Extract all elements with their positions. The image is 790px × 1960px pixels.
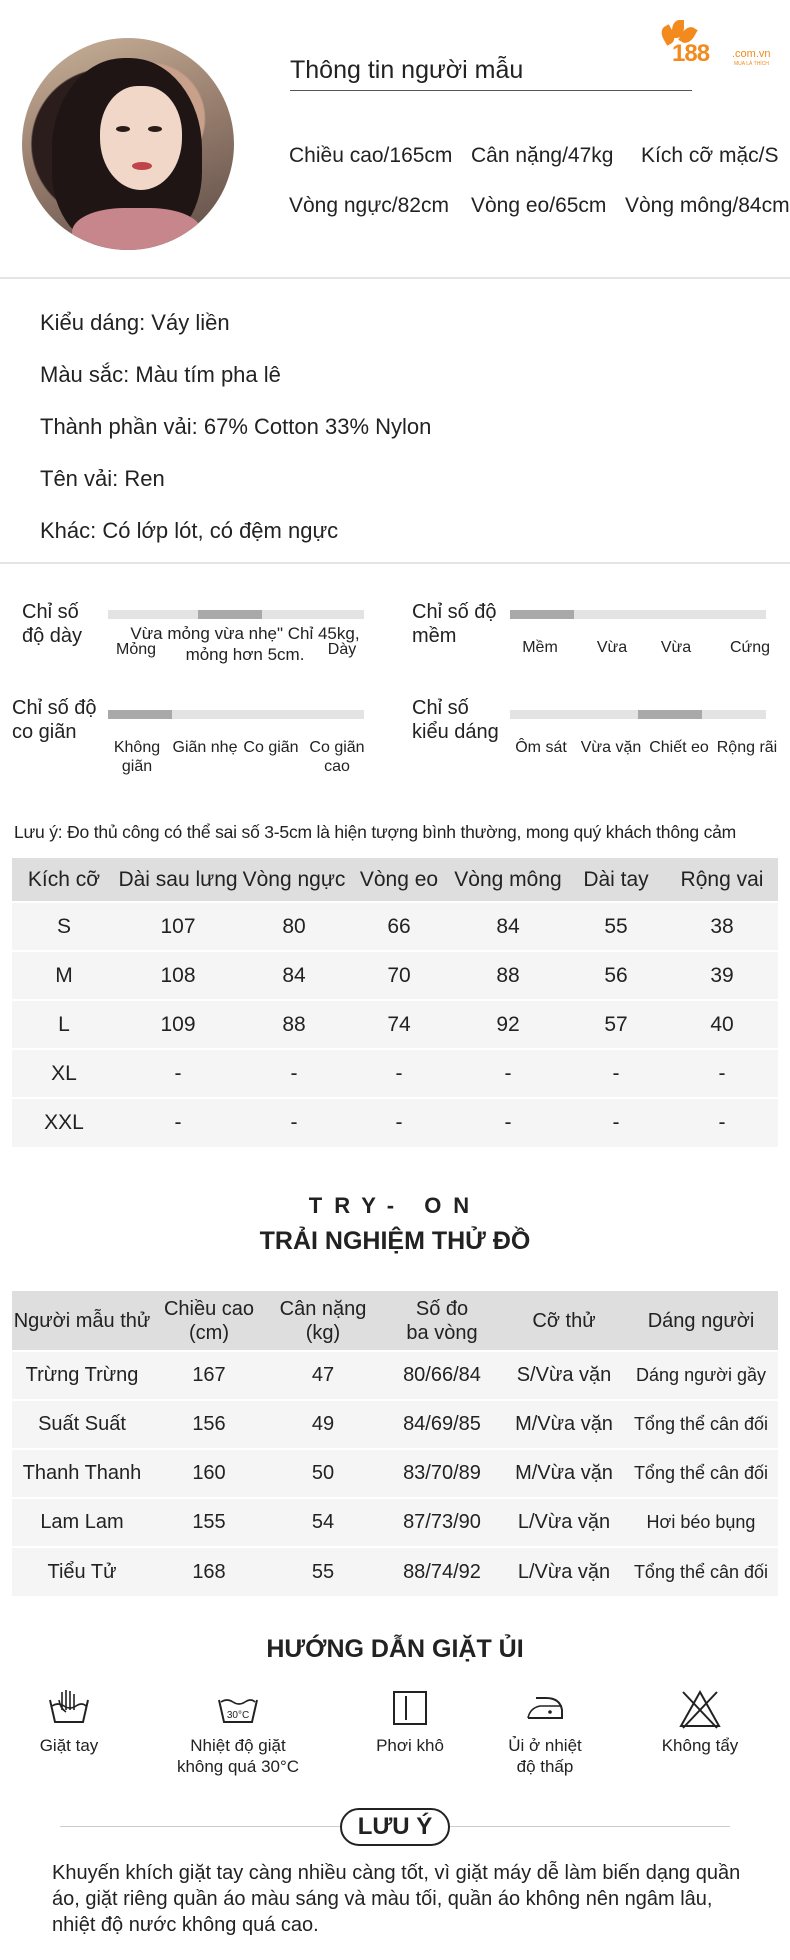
model-waist: Vòng eo/65cm [471,194,607,217]
table-cell: S/Vừa vặn [504,1351,624,1400]
column-header: Vòng eo [348,858,450,902]
stretch-label: Chỉ số độ co giãn [12,697,97,743]
table-row [12,1049,778,1098]
no-bleach-label: Không tẩy [661,1736,739,1755]
table-cell: Tổng thể cân đối [624,1449,778,1498]
table-cell: 84 [240,951,348,1000]
svg-text:30°C: 30°C [226,1710,250,1721]
stretch-tick: Giãn nhẹ [172,739,238,756]
notice-badge: LƯU Ý [340,1808,450,1846]
table-cell: M/Vừa vặn [504,1400,624,1449]
dry-flat-label: Phơi khô [376,1736,444,1755]
attr-style: Kiểu dáng: Váy liền [40,310,230,335]
model-hip: Vòng mông/84cm [625,194,790,217]
brand-slogan: MUA LÀ THÍCH [734,61,769,67]
no-bleach-icon [625,1688,775,1730]
table-cell: Trừng Trừng [12,1351,152,1400]
table-cell: M [12,951,116,1000]
table-cell: 50 [266,1449,380,1498]
table-cell: 38 [666,902,778,951]
section-divider [0,562,790,564]
column-header: Dài sau lưng [116,858,240,902]
table-row [12,1400,778,1449]
table-row [12,1000,778,1049]
softness-label: Chỉ số độ mềm [412,601,497,647]
softness-level [510,610,574,619]
table-cell: - [348,1049,450,1098]
fit-tick: Rộng rãi [716,739,778,756]
table-row [12,951,778,1000]
table-cell: - [348,1098,450,1147]
divider-line [60,1826,340,1827]
table-cell: 155 [152,1498,266,1547]
softness-tick: Mềm [522,639,558,656]
column-header: Người mẫu thử [12,1291,152,1351]
thickness-tick: Dày [327,641,357,658]
attr-other: Khác: Có lớp lót, có đệm ngực [40,518,339,543]
tryon-title: TRẢI NGHIỆM THỬ ĐỒ [259,1227,531,1255]
tryon-table-header [12,1291,778,1351]
dry-flat-icon [335,1688,485,1728]
table-cell: 84/69/85 [380,1400,504,1449]
brand-name: 188 [672,40,710,67]
model-weight: Cân nặng/47kg [471,144,614,167]
table-cell: Thanh Thanh [12,1449,152,1498]
column-header: Vòng ngực [240,858,348,902]
measurement-note: Lưu ý: Đo thủ công có thể sai số 3-5cm là hiện tượng bình thường, mong quý khách thông cảm [14,822,737,842]
model-size: Kích cỡ mặc/S [641,144,779,167]
table-cell: Lam Lam [12,1498,152,1547]
column-header: Kích cỡ [12,858,116,902]
title-underline [290,90,692,91]
table-cell: 39 [666,951,778,1000]
tryon-subtitle: TRY- ON [308,1193,482,1218]
model-height: Chiều cao/165cm [289,144,453,167]
column-header: Vòng mông [450,858,566,902]
table-cell: 80 [240,902,348,951]
stretch-tick: Co giãn cao [309,739,365,775]
table-cell: - [566,1098,666,1147]
attr-fabric-composition: Thành phần vải: 67% Cotton 33% Nylon [40,414,432,439]
table-cell: - [450,1098,566,1147]
table-cell: - [666,1049,778,1098]
table-cell: L/Vừa vặn [504,1547,624,1596]
attr-fabric-name: Tên vải: Ren [40,466,165,491]
fit-tick: Chiết eo [649,739,709,756]
table-cell: 47 [266,1351,380,1400]
column-header: Dáng người [624,1291,778,1351]
table-cell: 66 [348,902,450,951]
table-cell: 167 [152,1351,266,1400]
softness-tick: Vừa [660,639,692,656]
table-cell: 57 [566,1000,666,1049]
table-cell: 83/70/89 [380,1449,504,1498]
table-cell: 70 [348,951,450,1000]
table-cell: M/Vừa vặn [504,1449,624,1498]
table-cell: 88/74/92 [380,1547,504,1596]
table-cell: 80/66/84 [380,1351,504,1400]
table-cell: 87/73/90 [380,1498,504,1547]
wash-30-label: Nhiệt độ giặt không quá 30°C [176,1736,300,1776]
softness-tick: Vừa [596,639,628,656]
table-row [12,1498,778,1547]
table-cell: 54 [266,1498,380,1547]
table-cell: 156 [152,1400,266,1449]
table-row [12,1547,778,1596]
table-cell: Dáng người gầy [624,1351,778,1400]
hand-wash-label: Giặt tay [39,1736,99,1755]
table-cell: 49 [266,1400,380,1449]
table-cell: Suất Suất [12,1400,152,1449]
table-cell: 160 [152,1449,266,1498]
table-cell: 88 [240,1000,348,1049]
table-cell: 74 [348,1000,450,1049]
thickness-note: Vừa mỏng vừa nhẹ" Chỉ 45kg, mỏng hơn 5cm. [130,624,360,664]
table-row [12,1449,778,1498]
table-cell: 109 [116,1000,240,1049]
table-cell: L/Vừa vặn [504,1498,624,1547]
table-cell: Tổng thể cân đối [624,1547,778,1596]
fit-level [638,710,702,719]
table-cell: - [240,1049,348,1098]
hand-wash-icon [0,1688,144,1728]
fit-tick: Ôm sát [515,739,567,756]
thickness-tick: Mỏng [115,641,157,658]
column-header: Chiều cao (cm) [152,1291,266,1351]
stretch-tick: Không giãn [113,739,161,775]
table-cell: 88 [450,951,566,1000]
table-cell: - [116,1098,240,1147]
table-cell: 40 [666,1000,778,1049]
table-cell: 168 [152,1547,266,1596]
table-cell: 84 [450,902,566,951]
fit-label: Chỉ số kiểu dáng [412,697,499,743]
table-cell: - [240,1098,348,1147]
table-cell: 107 [116,902,240,951]
table-row [12,902,778,951]
column-header: Số đo ba vòng [380,1291,504,1351]
table-cell: 56 [566,951,666,1000]
model-info-title: Thông tin người mẫu [290,56,524,84]
washing-title: HƯỚNG DẪN GIẶT ỦI [266,1635,524,1663]
table-cell: Tiểu Tử [12,1547,152,1596]
size-table-header [12,858,778,902]
column-header: Dài tay [566,858,666,902]
table-cell: 92 [450,1000,566,1049]
table-cell: S [12,902,116,951]
model-info-section [0,0,790,278]
column-header: Cân nặng (kg) [266,1291,380,1351]
model-avatar [22,38,234,250]
model-bust: Vòng ngực/82cm [289,194,449,217]
column-header: Cỡ thử [504,1291,624,1351]
care-advice-text: Khuyến khích giặt tay càng nhiều càng tốt, vì giặt máy dễ làm biến dạng quần áo, giặt riêng quần áo màu sáng và màu tối, quần áo không nên ngâm lâu, nhiệt độ nước không quá cao. [52,1862,741,1936]
table-cell: Hơi béo bụng [624,1498,778,1547]
stretch-level [108,710,172,719]
thickness-label: Chỉ số độ dày [22,601,83,647]
stretch-tick: Co giãn [243,739,299,756]
table-row [12,1351,778,1400]
section-divider [0,277,790,279]
table-cell: - [116,1049,240,1098]
column-header: Rộng vai [666,858,778,902]
wash-30-icon [163,1688,313,1728]
table-cell: 55 [266,1547,380,1596]
fit-tick: Vừa vặn [580,739,642,756]
table-cell: - [566,1049,666,1098]
table-cell: 55 [566,902,666,951]
table-cell: - [666,1098,778,1147]
divider-line [450,1826,730,1827]
tryon-table [12,1291,778,1596]
table-cell: 108 [116,951,240,1000]
brand-domain: .com.vn [732,48,771,60]
iron-low-label: Ủi ở nhiệt độ thấp [508,1736,582,1776]
softness-tick: Cứng [729,639,771,656]
table-cell: Tổng thể cân đối [624,1400,778,1449]
size-table [12,858,778,1147]
table-cell: L [12,1000,116,1049]
table-cell: XXL [12,1098,116,1147]
table-row [12,1098,778,1147]
attr-color: Màu sắc: Màu tím pha lê [40,362,281,387]
table-cell: XL [12,1049,116,1098]
iron-low-icon [470,1688,620,1728]
thickness-level [198,610,262,619]
table-cell: - [450,1049,566,1098]
brand-logo[interactable] [652,18,772,70]
